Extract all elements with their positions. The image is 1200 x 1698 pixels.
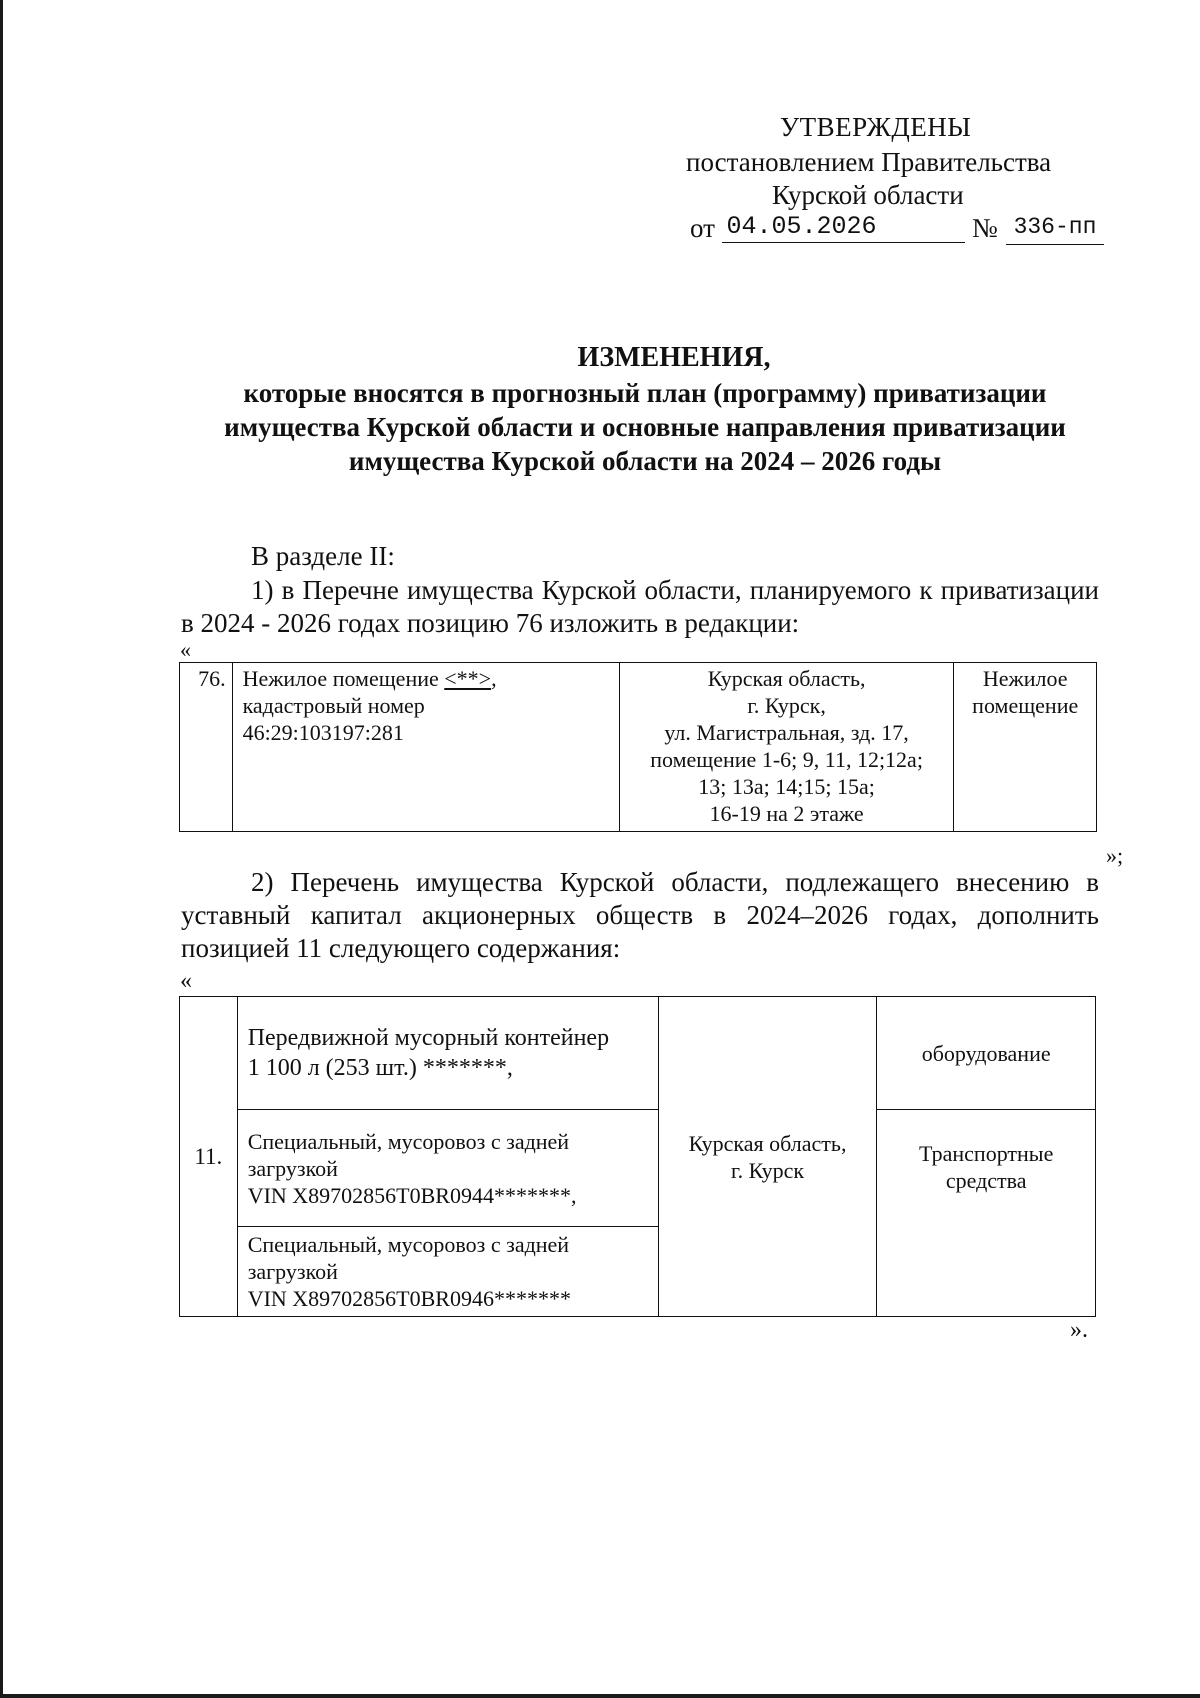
- approval-title: УТВЕРЖДЕНЫ: [780, 112, 972, 142]
- address-line: Курская область,: [707, 666, 866, 691]
- quote-open-1: «: [180, 637, 191, 662]
- quote-close-1: »;: [1106, 843, 1124, 868]
- property-type-cell: оборудование: [877, 997, 1096, 1110]
- table-row: [180, 1110, 1096, 1227]
- property-name-line: 1 100 л (253 шт.) *******,: [247, 1055, 513, 1081]
- approval-by-line: постановлением Правительства: [686, 147, 1052, 177]
- property-name-line: Специальный, мусоровоз с задней: [247, 1128, 570, 1154]
- property-type-cell: [954, 663, 1097, 832]
- property-type-line: средства: [945, 1168, 1027, 1193]
- table-position-76: [179, 662, 1097, 832]
- position-number: 11.: [180, 997, 238, 1317]
- position-number: 76.: [180, 663, 233, 832]
- property-name-line: загрузкой: [247, 1259, 338, 1284]
- scan-border-bottom: [0, 1694, 1200, 1698]
- address-line: 13; 13а; 14;15; 15а;: [698, 774, 875, 799]
- property-type-line: помещение: [972, 693, 1079, 718]
- heading-subtitle-line-2: имущества Курской области и основные направления приватизации: [224, 412, 1066, 442]
- address-line: г. Курск,: [747, 693, 826, 718]
- property-name-line: Передвижной мусорный контейнер: [247, 1025, 610, 1051]
- cadastral-number: 46:29:103197:281: [242, 720, 404, 745]
- table-row: [180, 997, 1096, 1110]
- property-type-line: Нежилое: [982, 666, 1068, 691]
- approval-from-label: от: [690, 213, 715, 243]
- table-row: [180, 663, 1097, 832]
- vin-number: VIN X89702856T0BR0944*******,: [247, 1182, 577, 1208]
- property-name-line: загрузкой: [247, 1155, 338, 1181]
- address-line: Курская область,: [688, 1130, 847, 1156]
- scan-border-left: [0, 0, 3, 1698]
- property-name-cell: [237, 1110, 658, 1227]
- address-line: помещение 1-6; 9, 11, 12;12а;: [650, 747, 923, 772]
- approval-number-label: №: [972, 213, 998, 243]
- heading-title: ИЗМЕНЕНИЯ,: [577, 342, 771, 373]
- table-position-11: [179, 996, 1096, 1317]
- heading-subtitle-line-3: имущества Курской области на 2024 – 2026 годы: [348, 446, 942, 476]
- property-name-suffix: ,: [491, 666, 497, 691]
- approval-date: 04.05.2026: [726, 212, 877, 241]
- property-type-line: Транспортные: [919, 1141, 1054, 1166]
- address-line: 16-19 на 2 этаже: [709, 801, 864, 826]
- vin-number: VIN X89702856T0BR0946*******: [247, 1286, 571, 1311]
- address-cell: [619, 663, 954, 832]
- quote-close-2: ».: [1070, 1317, 1088, 1343]
- property-name-cell: [237, 997, 658, 1110]
- address-cell: [658, 997, 877, 1317]
- property-name-line: Специальный, мусоровоз с задней: [247, 1232, 570, 1257]
- property-name-line: [243, 665, 609, 692]
- item-1-paragraph: 1) в Перечне имущества Курской области, планируемого к приватизации в 2024 - 2026 годах позицию 76 изложить в редакции:: [181, 575, 1099, 638]
- cadastral-label: кадастровый номер: [242, 693, 425, 718]
- quote-open-2: «: [180, 968, 192, 994]
- approval-date-field: [722, 212, 965, 243]
- heading-subtitle-line-1: которые вносятся в прогнозный план (программу) приватизации: [243, 378, 1047, 408]
- footnote-mark: <**>: [444, 666, 492, 691]
- section-label: В разделе II:: [251, 541, 395, 571]
- property-name-cell: [232, 663, 619, 832]
- approval-number: 336-пп: [1006, 214, 1104, 245]
- property-name-cell: [237, 1227, 658, 1317]
- address-line: г. Курск: [731, 1157, 805, 1183]
- document-heading: [150, 340, 1140, 478]
- approval-region-line: Курской области: [772, 180, 964, 210]
- property-name-text: Нежилое помещение: [242, 666, 445, 691]
- property-type-cell: [877, 1110, 1096, 1317]
- item-2-paragraph: 2) Перечень имущества Курской области, подлежащего внесению в уставный капитал акционерных обществ в 2024–2026 годах, дополнить позицией 11 следующего содержания:: [181, 867, 1099, 963]
- address-line: ул. Магистральная, зд. 17,: [664, 720, 909, 745]
